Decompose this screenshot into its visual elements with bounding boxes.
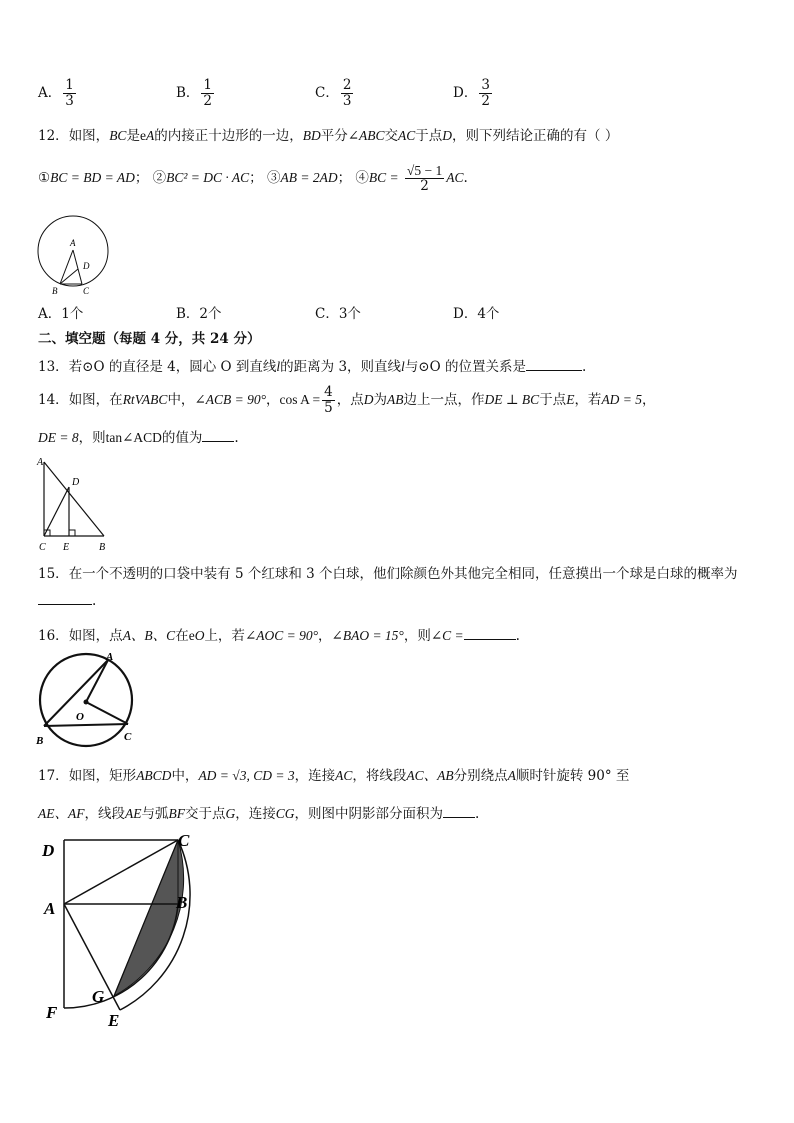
segment-cd <box>44 487 69 536</box>
segment-oa <box>86 660 108 702</box>
label-c: C <box>39 542 46 553</box>
segment-oc <box>86 702 128 724</box>
label-e: E <box>108 1011 120 1030</box>
answer-blank <box>464 627 516 640</box>
q17-stem-line1: 17．如图，矩形ABCD中，AD = √3, CD = 3，连接AC，将线段AC、AB分别绕点A顺时针旋转 90° 至 <box>38 768 630 784</box>
q12-conclusions: ①BC = BD = AD； ②BC² = DC · AC； ③AB = 2AD； ④BC = $\frac{√5 - 1}{2}$ AC. <box>38 163 468 194</box>
q13-stem: 13．若⊙O 的直径是 4，圆心 O 到直线l的距离为 3，则直线l与⊙O 的位置关系是 . <box>38 359 587 375</box>
label-b: B <box>36 735 44 747</box>
q12-option-c: C．3个 <box>315 306 361 322</box>
label-d: D <box>72 477 80 488</box>
q11-option-c: C． $\frac{2}{3}$ <box>315 77 352 109</box>
fraction: $\frac{3}{2}$ <box>481 77 490 109</box>
q14-stem-line1: 14．如图，在RtVABC中，∠ACB = 90°，cos A = $\frac{4}{5}$ ，点D为AB边上一点，作DE ⊥ BC于点E，若AD = 5， <box>38 384 656 416</box>
q15-stem: 15．在一个不透明的口袋中装有 5 个红球和 3 个白球，他们除颜色外其他完全相同，任意摸出一个球是白球的概率为 <box>38 566 738 582</box>
q11-option-b: B． $\frac{1}{2}$ <box>176 77 213 109</box>
segment-bc <box>44 724 128 726</box>
label-d: D <box>83 261 90 271</box>
segment-ab <box>44 462 104 536</box>
label-b: B <box>99 542 106 553</box>
q12-stem: 12．如图，BC是eA的内接正十边形的一边，BD平分∠ABC交AC于点D，则下列结论正确的有（ ） <box>38 128 619 144</box>
fraction: $\frac{4}{5}$ <box>324 384 333 416</box>
q17-stem-line2: AE、AF，线段AE与弧BF交于点G，连接CG，则图中阴影部分面积为 . <box>38 806 480 822</box>
fraction: $\frac{1}{2}$ <box>203 77 213 109</box>
q12-option-b: B．2个 <box>176 306 222 322</box>
q17-figure <box>40 828 210 1033</box>
answer-blank <box>443 805 475 818</box>
q11-option-d: D． $\frac{3}{2}$ <box>453 77 490 109</box>
q12-option-d: D．4个 <box>453 306 500 322</box>
label-o: O <box>76 711 84 723</box>
label-f: F <box>46 1003 58 1022</box>
q14-stem-line2: DE = 8，则tan∠ACD的值为 . <box>38 430 239 446</box>
q16-figure <box>34 648 140 750</box>
q15-answer: . <box>38 592 96 609</box>
label-c: C <box>83 286 90 296</box>
center-point <box>84 700 89 705</box>
q14-figure <box>36 452 116 554</box>
label-g: G <box>92 987 105 1006</box>
right-angle-e <box>69 530 75 536</box>
q16-stem: 16．如图，点A、B、C在eO上，若∠AOC = 90°，∠BAO = 15°，则∠C = . <box>38 628 520 644</box>
label-d: D <box>42 841 55 860</box>
label-a: A <box>70 238 76 248</box>
label-c: C <box>178 831 190 850</box>
section-heading: 二、填空题（每题 4 分，共 24 分） <box>38 331 261 347</box>
answer-blank <box>202 429 234 442</box>
fraction: $\frac{1}{3}$ <box>65 77 74 109</box>
shaded-region <box>114 840 184 996</box>
label-a: A <box>37 457 44 468</box>
q11-option-a: A． $\frac{1}{3}$ <box>38 77 74 109</box>
label-c: C <box>124 731 132 743</box>
label-b: B <box>52 286 58 296</box>
q12-option-a: A．1个 <box>38 306 84 322</box>
q12-figure <box>36 214 112 296</box>
label-a: A <box>44 899 56 918</box>
fraction: $\frac{√5 - 1}{2}$ <box>406 163 443 194</box>
answer-blank <box>38 592 92 605</box>
label-a: A <box>106 651 114 663</box>
answer-blank <box>526 358 582 371</box>
segment-ac <box>73 250 82 284</box>
label-e: E <box>63 542 70 553</box>
label-b: B <box>176 893 188 912</box>
fraction: $\frac{2}{3}$ <box>342 77 352 109</box>
